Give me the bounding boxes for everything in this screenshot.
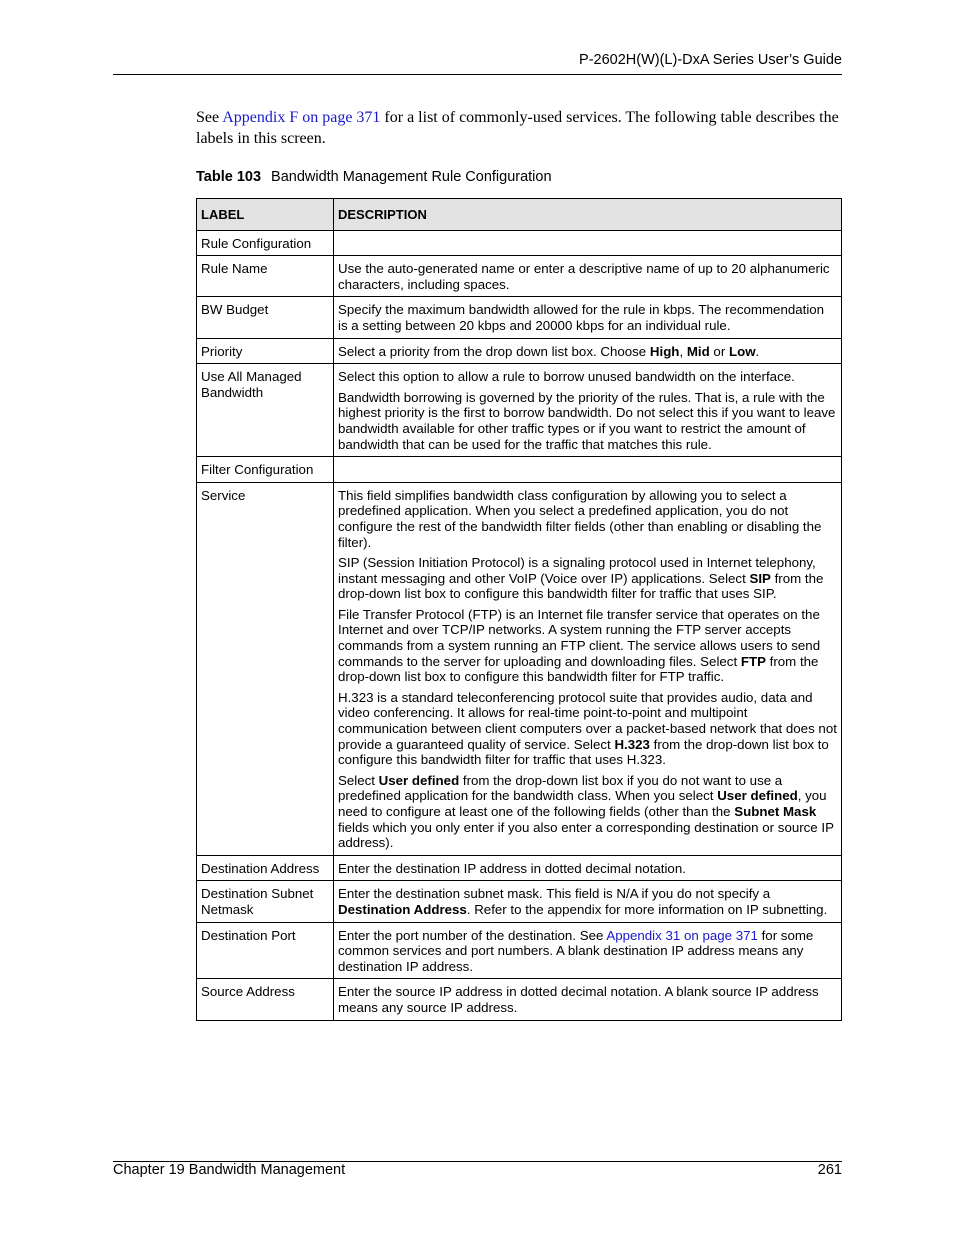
bold-term: Mid [686,343,710,359]
table-header-row [197,199,842,231]
row-description [334,230,842,256]
text-run: , you need to configure at least one of the following fields (other than the [338,788,827,819]
description-paragraph [338,555,837,602]
description-paragraph [338,607,837,685]
row-label: Source Address [197,979,334,1020]
row-label: Use All Managed Bandwidth [197,364,334,457]
running-header: P-2602H(W)(L)-DxA Series User’s Guide [579,52,842,68]
text-run: from the drop-down list box to configure this bandwidth filter for traffic that uses SIP. [338,570,824,602]
text-run: fields which you only enter if you also enter a corresponding destination or source IP address). [338,819,834,851]
table-row [197,979,842,1020]
bold-term: SIP [749,570,771,586]
row-label: Priority [197,338,334,364]
row-description [334,922,842,979]
label-column-header: LABEL [197,199,334,231]
table-title: Bandwidth Management Rule Configuration [271,169,552,185]
row-label: Filter Configuration [197,457,334,483]
bold-term: Destination Address [338,901,467,917]
text-run: SIP (Session Initiation Protocol) is a signaling protocol used in Internet telephony, instant messaging and other VoIP (Voice over IP) applications. Select [338,555,816,586]
row-label: Rule Configuration [197,230,334,256]
row-description: Specify the maximum bandwidth allowed for the rule in kbps. The recommendation is a setting between 20 kbps and 20000 kbps for an individual rule. [334,297,842,338]
bold-term: Subnet Mask [734,804,817,819]
header-rule [113,74,842,75]
text-run: File Transfer Protocol (FTP) is an Internet file transfer service that operates on the Internet and over TCP/IP networks. A system running the FTP server accepts commands from a system running an FTP client. The service allows users to send commands to the server for uploading and downloading files. Select [338,606,821,669]
appendix-f-link[interactable]: Appendix F on page 371 [222,109,381,126]
row-label: Destination Subnet Netmask [197,881,334,922]
text-run: from the drop-down list box to configure this bandwidth filter for traffic that uses H.323. [338,736,829,768]
table-row [197,482,842,855]
text-run: . Refer to the appendix for more information on IP subnetting. [466,901,828,917]
table-number: Table 103 [196,169,262,185]
table-row [197,256,842,297]
appendix-31-link[interactable]: Appendix 31 on page 371 [606,927,758,943]
description-paragraph: Select this option to allow a rule to borrow unused bandwidth on the interface. [338,369,795,385]
row-label: Rule Name [197,256,334,297]
text-run: , [679,343,687,359]
description-paragraph [338,773,837,851]
row-label: Destination Address [197,855,334,881]
text-run: Enter the destination subnet mask. This field is N/A if you do not specify a [338,886,771,902]
text-run: from the drop-down list box if you do not want to use a predefined application for the bandwidth class. When you select [338,772,783,804]
table-row [197,855,842,881]
intro-text-before: See [196,109,223,126]
table-row [197,297,842,338]
row-description [334,457,842,483]
row-description [334,364,842,457]
table-row [197,230,842,256]
bold-term: High [649,343,680,359]
text-run: H.323 is a standard teleconferencing protocol suite that provides audio, data and video conferencing. It allows for real-time point-to-point and multipoint communication between client computers over a packet-based network that does not provide a guaranteed quality of service. Select [338,689,837,752]
text-run: Select a priority from the drop down list box. Choose [338,343,650,359]
text-run: for some common services and port numbers. A blank destination IP address means any destination IP address. [338,927,814,974]
description-paragraph [338,690,837,768]
table-row [197,922,842,979]
text-run: Select [338,772,379,788]
row-label: Destination Port [197,922,334,979]
bold-term: FTP [740,653,766,669]
description-column-header: DESCRIPTION [334,199,842,231]
table-row [197,457,842,483]
page-number: 261 [817,1162,842,1178]
intro-paragraph [196,107,842,149]
text-run: Enter the port number of the destination. See [338,927,607,943]
text-run: . [755,343,760,359]
row-description: Use the auto-generated name or enter a descriptive name of up to 20 alphanumeric characters, including spaces. [334,256,842,297]
row-description [334,482,842,855]
bold-term: Low [728,343,756,359]
intro-text-after: for a list of commonly-used services. The following table describes the labels in this screen. [196,109,839,147]
rule-config-table [196,198,842,1021]
row-description [334,881,842,922]
bold-term: H.323 [614,736,650,752]
row-description: Enter the source IP address in dotted decimal notation. A blank source IP address means any source IP address. [334,979,842,1020]
text-run: or [709,343,729,359]
text-run: from the drop-down list box to configure this bandwidth filter for FTP traffic. [338,653,819,685]
chapter-footer: Chapter 19 Bandwidth Management [113,1162,346,1178]
description-paragraph: This field simplifies bandwidth class configuration by allowing you to select a predefined application. When you select a predefined application, you do not configure the rest of the bandwidth filter fields (other than enabling or disabling the filter). [338,487,822,550]
row-label: Service [197,482,334,855]
row-description: Enter the destination IP address in dotted decimal notation. [334,855,842,881]
table-row [197,338,842,364]
bold-term: User defined [717,788,798,804]
table-row [197,881,842,922]
table-caption [196,169,552,185]
table-row [197,364,842,457]
description-paragraph: Bandwidth borrowing is governed by the priority of the rules. That is, a rule with the highest priority is the first to borrow bandwidth. Do not select this if you want to leave bandwidth available for other traffic types or if you want to restrict the amount of bandwidth that can be used for the traffic that matches this rule. [338,389,836,452]
bold-term: User defined [378,772,460,788]
row-label: BW Budget [197,297,334,338]
row-description [334,338,842,364]
